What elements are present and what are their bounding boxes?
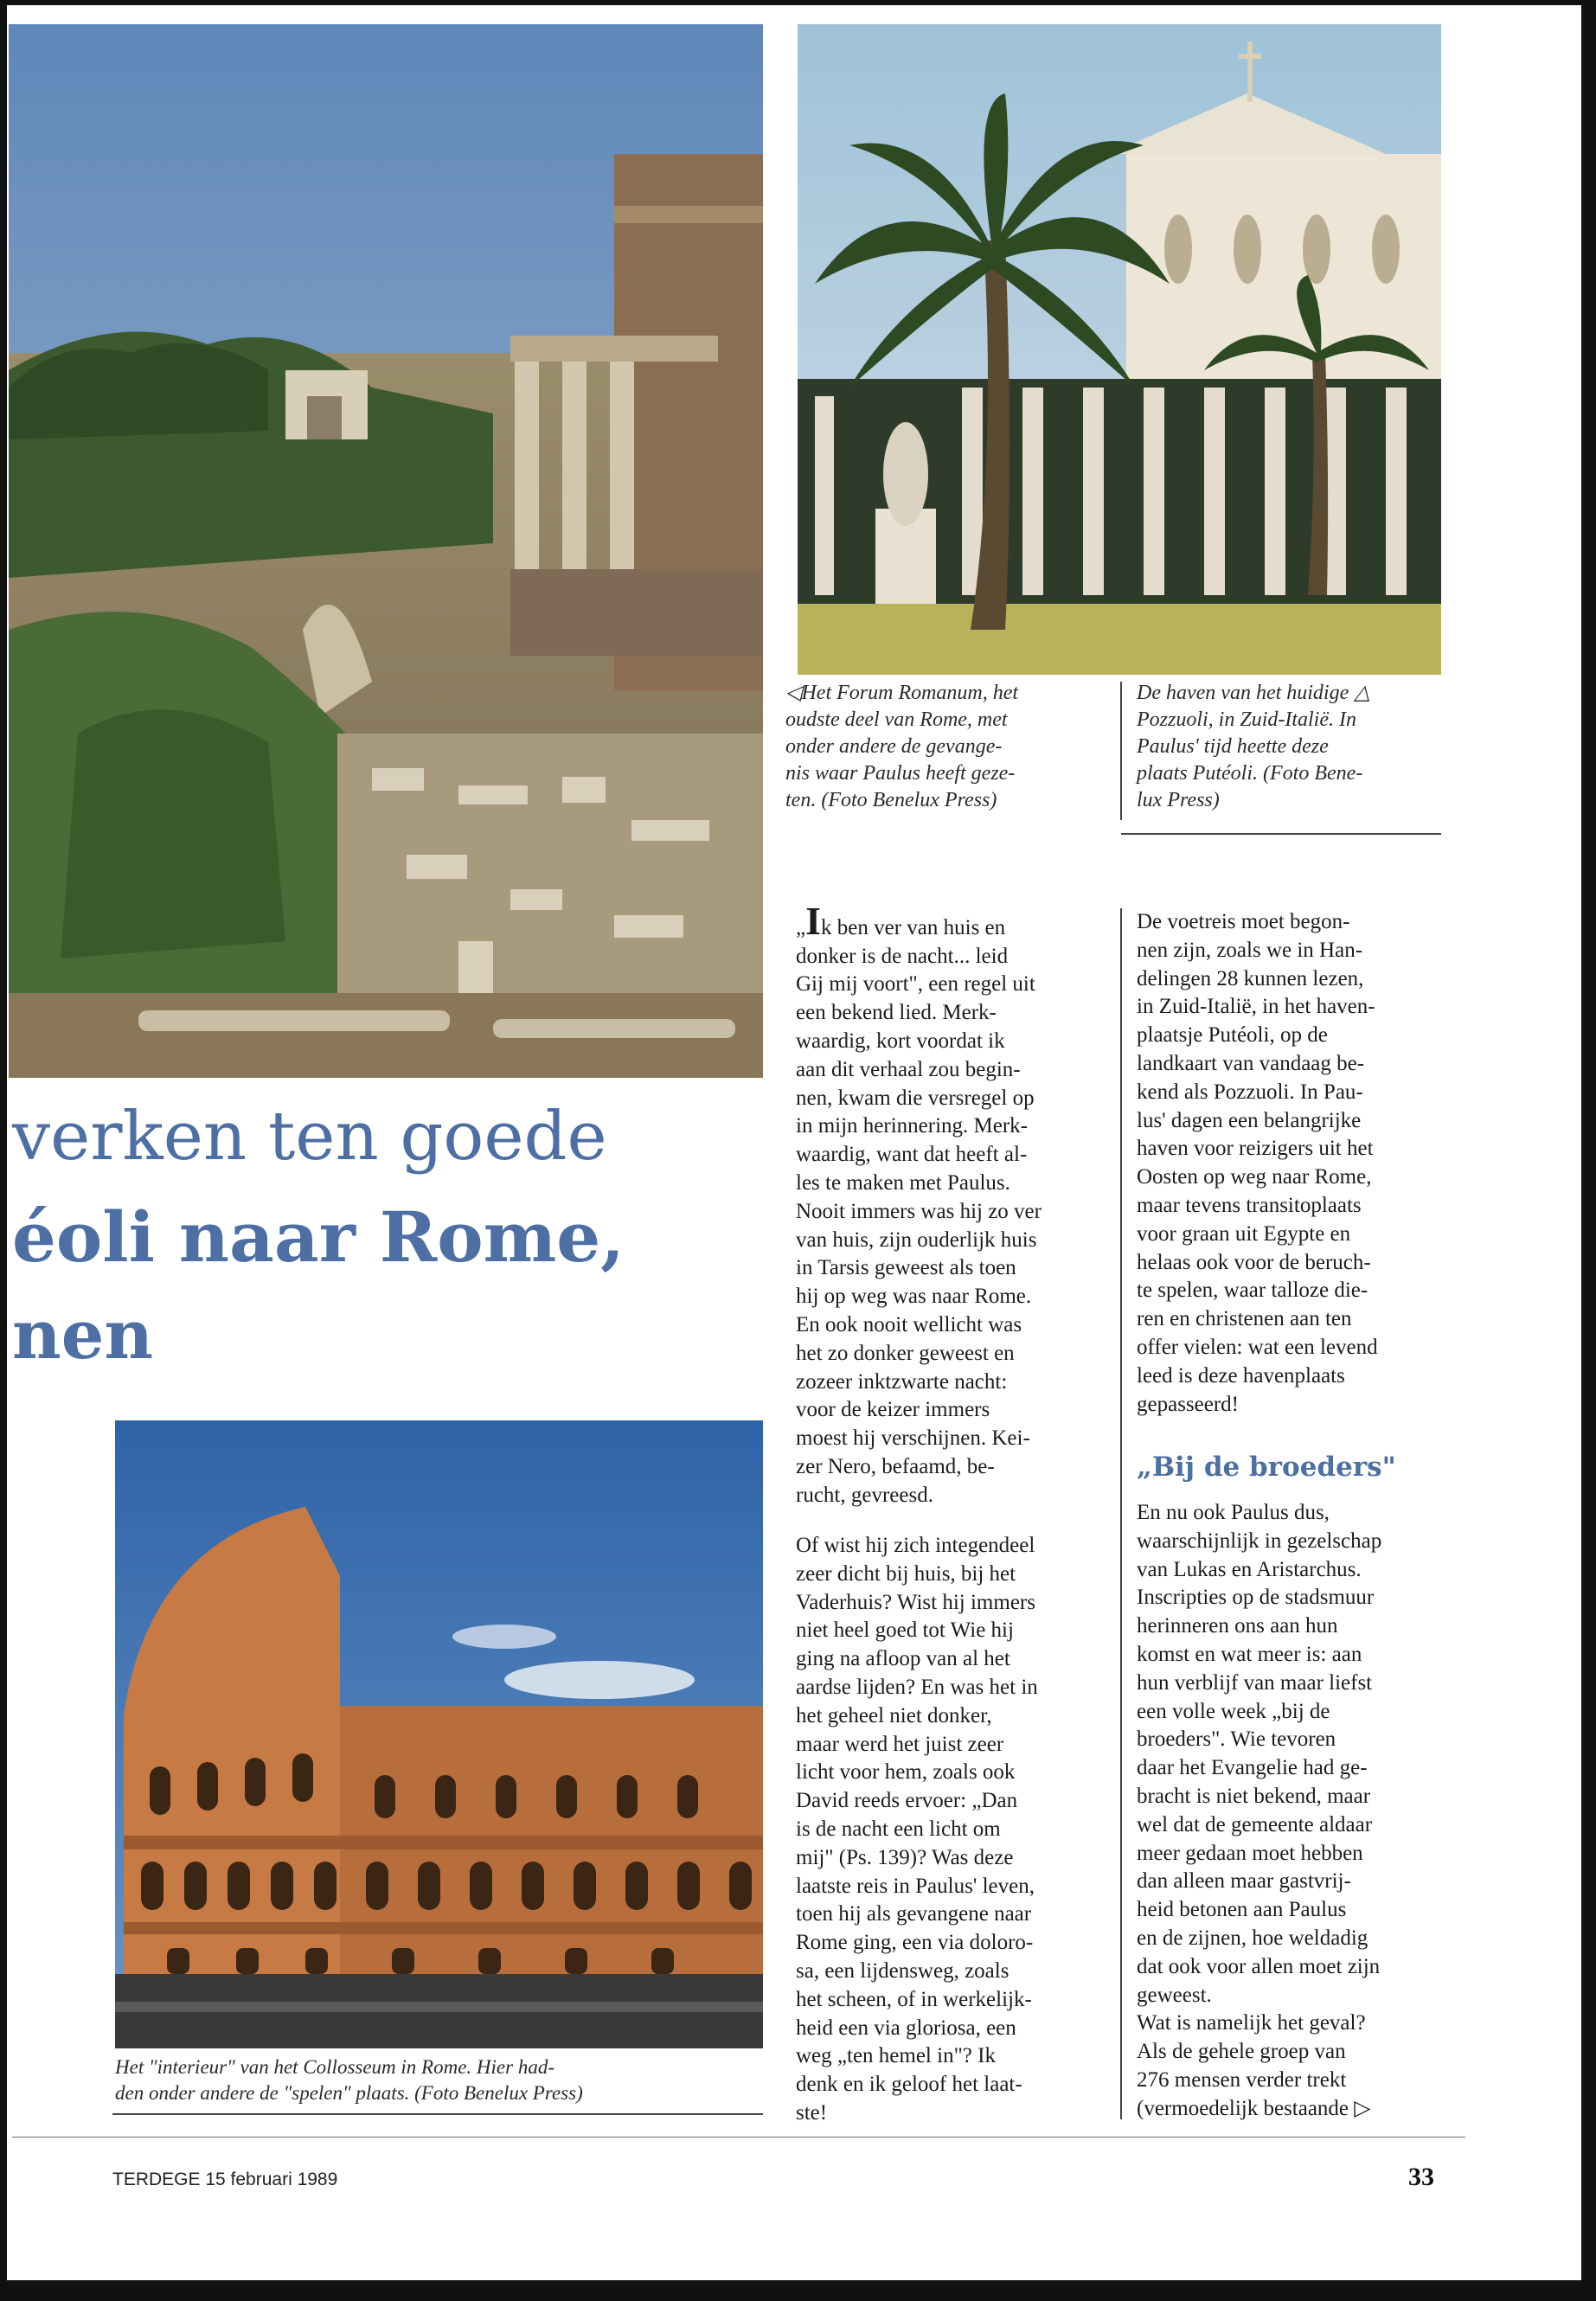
caption-divider — [1120, 682, 1122, 820]
column1-paragraph-2: Of wist hij zich integendeel zeer dicht bij huis, bij het Vaderhuis? Wist hij immers niet heel goed tot Wie hij ging na afloop van al het aardse lijden? En was het in het geheel niet donker, maar werd het juist zeer licht voor hem, zoals ook David reeds ervoer: „Dan is de nacht een licht om mij" (Ps. 139)? Was deze laatste reis in Paulus' leven, toen hij als gevangene naar Rome ging, een via doloro- sa, een lijdensweg, zoals het scheen, of in werkelijk- heid een via gloriosa, een weg „ten hemel in"? Ik denk en ik geloof het laat- ste! — [796, 1534, 1038, 2125]
dropcap-prefix: „ — [796, 915, 806, 939]
headline-line-3: nen — [12, 1296, 154, 1375]
column-divider — [1120, 908, 1122, 2119]
dropcap-letter: I — [805, 898, 822, 943]
column2-paragraph-1: De voetreis moet begon- nen zijn, zoals we in Han- delingen 28 kunnen lezen, in Zuid-Italië, in het haven- plaatsje Putéoli, op de landkaart van vandaag be- kend als Pozzuoli. In Pau- lus' dagen een belangrijke haven voor reizigers uit het Oosten op weg naar Rome, maar tevens transitoplaats voor graan uit Egypte en helaas ook voor de beruch- te spelen, waar talloze die- ren en christenen aan ten offer vielen: wat een levend leed is deze havenplaats gepasseerd! — [1137, 910, 1378, 1416]
footer-publication: TERDEGE 15 februari 1989 — [112, 2170, 338, 2189]
scan-edge-right — [1581, 0, 1596, 2301]
colosseum-photo — [115, 1420, 763, 2048]
headline-line-1: verken ten goede — [12, 1098, 607, 1176]
headline-line-2: éoli naar Rome, — [12, 1196, 625, 1278]
scan-edge-left — [0, 0, 7, 2301]
caption-rule — [1121, 833, 1441, 835]
column2-paragraph-2: En nu ook Paulus dus, waarschijnlijk in gezelschap van Lukas en Aristarchus. Inscripties op de stadsmuur herinneren ons aan hun komst en wat meer is: aan hun verblijf van maar liefst een volle week „bij de broeders". Wie tevoren daar het Evangelie had ge- bracht is niet bekend, maar wel dat de gemeente aldaar meer gedaan moet hebben dan alleen maar gastvrij- heid betonen aan Paulus en de zijnen, hoe weldadig dat ook voor allen moet zijn geweest. Wat is namelijk het geval? Als de gehele groep van 276 mensen verder trekt (vermoedelijk bestaande ▷ — [1137, 1501, 1382, 2120]
scan-edge-top — [0, 0, 1596, 5]
colosseum-caption-rule — [112, 2113, 763, 2115]
forum-photo-caption: ◁Het Forum Romanum, het oudste deel van Rome, met onder andere de gevange- nis waar Paulus heeft geze- ten. (Foto Benelux Press) — [785, 682, 1019, 811]
footer-rule — [12, 2137, 1465, 2138]
section-subheading: „Bij de broeders" — [1137, 1452, 1396, 1483]
column1-paragraph-1: k ben ver van huis en donker is de nacht... leid Gij mij voort", een regel uit een bekend lied. Merk- waardig, kort voordat ik aan dit verhaal zou begin- nen, kwam die versregel op in mijn herinnering. Merk- waardig, want dat heeft al- les te maken met Paulus. Nooit immers was hij zo ver van huis, zijn ouderlijk huis in Tarsis geweest als toen hij op weg was naar Rome. En ook nooit wellicht was het zo donker geweest en zozeer inktzwarte nacht: voor de keizer immers moest hij verschijnen. Kei- zer Nero, befaamd, be- rucht, gevreesd. — [796, 915, 1042, 1507]
pozzuoli-photo — [798, 24, 1441, 675]
forum-romanum-photo — [9, 24, 763, 1078]
article-column-1 — [796, 881, 1112, 1510]
colosseum-photo-caption: Het "interieur" van het Collosseum in Rome. Hier had- den onder andere de "spelen" plaats. (Foto Benelux Press) — [115, 2056, 583, 2104]
page-number: 33 — [1408, 2163, 1434, 2191]
pozzuoli-photo-caption: De haven van het huidige △ Pozzuoli, in Zuid-Italië. In Paulus' tijd heette deze plaats Putéoli. (Foto Bene- lux Press) — [1137, 682, 1370, 811]
scan-edge-bottom — [0, 2280, 1596, 2301]
